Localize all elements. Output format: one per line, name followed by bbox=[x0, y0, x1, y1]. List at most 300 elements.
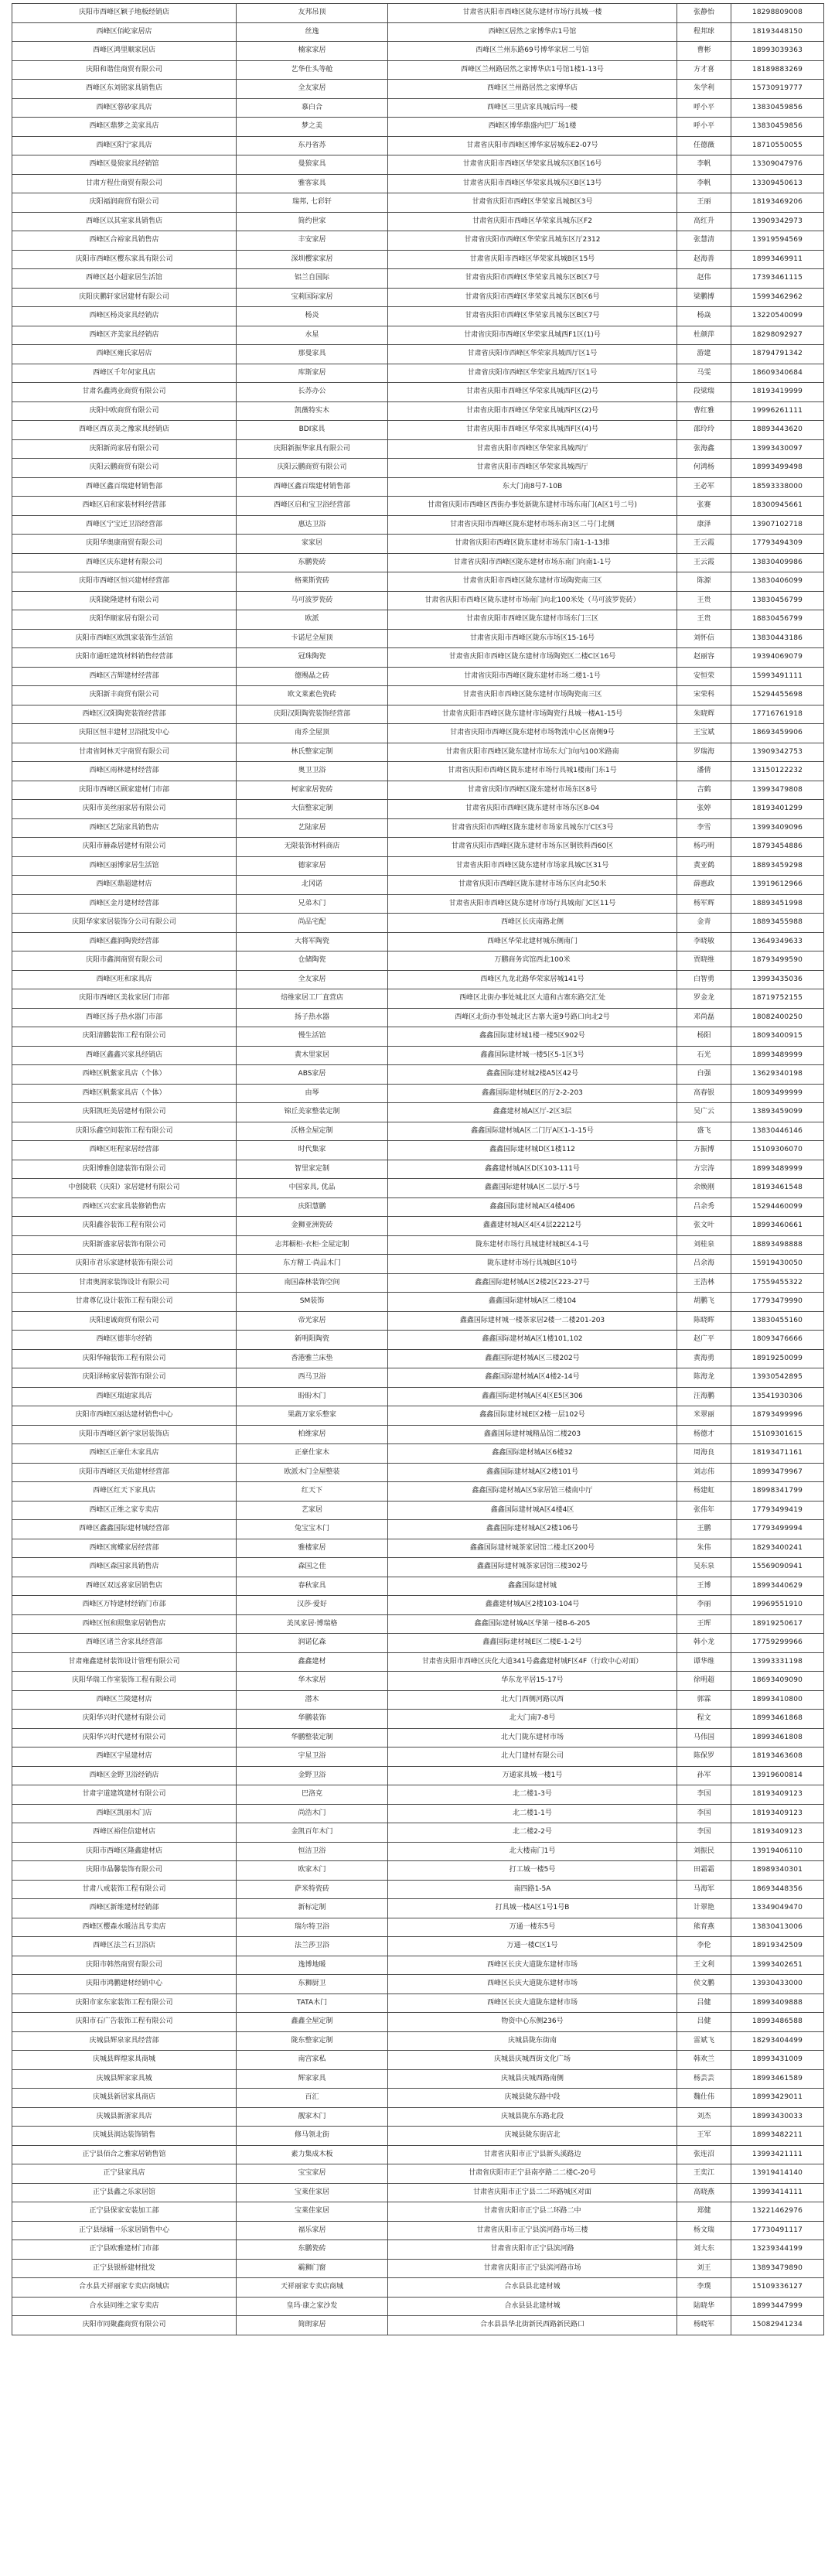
brand-cell: 宝宝家居 bbox=[237, 2164, 388, 2184]
company-name-cell: 中创陇联（庆阳）家居建材有限公司 bbox=[12, 1179, 237, 1198]
company-name-cell: 庆城县新浙家具店 bbox=[12, 2107, 237, 2127]
company-name-cell: 西峰区佰屹家居店 bbox=[12, 22, 237, 42]
contact-cell: 周海良 bbox=[677, 1444, 731, 1464]
company-name-cell: 庆阳市西峰区颖子地板经销店 bbox=[12, 4, 237, 23]
table-row bbox=[12, 818, 824, 838]
brand-cell: 皇玛·康之家沙发 bbox=[237, 2297, 388, 2316]
company-name-cell: 西峰区曼狼家具经销馆 bbox=[12, 155, 237, 175]
phone-cell: 13930433000 bbox=[731, 1975, 824, 1994]
address-cell: 甘肃省庆阳市西峰区陇东建材市场行具城1楼南门东1号 bbox=[388, 762, 677, 781]
address-cell: 甘肃省庆阳市西峰区陇东建材市场行具城一楼 bbox=[388, 4, 677, 23]
brand-cell: 宝莉国际家居 bbox=[237, 288, 388, 307]
address-cell: 甘肃省庆阳市西峰区华荣家具城东区B区13号 bbox=[388, 174, 677, 193]
brand-cell: 丝逸 bbox=[237, 22, 388, 42]
contact-cell: 魏仕伟 bbox=[677, 2089, 731, 2108]
table-row bbox=[12, 2221, 824, 2240]
address-cell: 甘肃省庆阳市西峰区华荣家具城B区15号 bbox=[388, 250, 677, 269]
contact-cell: 高春银 bbox=[677, 1084, 731, 1103]
table-row bbox=[12, 2297, 824, 2316]
contact-cell: 李帆 bbox=[677, 155, 731, 175]
contact-cell: 黄海勇 bbox=[677, 1349, 731, 1368]
phone-cell: 18830456799 bbox=[731, 610, 824, 630]
contact-cell: 白强 bbox=[677, 1065, 731, 1085]
address-cell: 甘肃省庆阳市西峰区陇东建材市场陶瓷区二楼C区16号 bbox=[388, 648, 677, 668]
contact-cell: 杨晓军 bbox=[677, 2316, 731, 2335]
address-cell: 鑫鑫国际建材城一楼茶家居2楼一二楼201-203 bbox=[388, 1311, 677, 1331]
phone-cell: 18919250099 bbox=[731, 1349, 824, 1368]
table-row bbox=[12, 364, 824, 383]
address-cell: 鑫鑫国际建材城A区4区E5区306 bbox=[388, 1387, 677, 1406]
brand-cell: 逸博地暖 bbox=[237, 1956, 388, 1975]
company-name-cell: 庆阳市西峰区欧凯家装饰生活馆 bbox=[12, 629, 237, 648]
company-name-cell: 甘肃奥润家装饰设计有限公司 bbox=[12, 1273, 237, 1293]
brand-cell: 库斯家居 bbox=[237, 364, 388, 383]
brand-cell: 慢生活馆 bbox=[237, 1027, 388, 1047]
company-name-cell: 庆阳陇隆建材有限公司 bbox=[12, 591, 237, 610]
brand-cell: 瑞邦, 七彩轩 bbox=[237, 193, 388, 213]
phone-cell: 13993402651 bbox=[731, 1956, 824, 1975]
brand-cell: 志邦橱柜·衣柜·全屋定制 bbox=[237, 1235, 388, 1255]
address-cell: 甘肃省庆阳市西峰区华荣家具城西F区(2)号 bbox=[388, 401, 677, 421]
address-cell: 万通家具城一楼1号 bbox=[388, 1766, 677, 1785]
table-row bbox=[12, 610, 824, 630]
contact-cell: 赵丽容 bbox=[677, 648, 731, 668]
phone-cell: 18993429011 bbox=[731, 2089, 824, 2108]
table-row bbox=[12, 212, 824, 231]
company-name-cell: 庆阳新丰商贸有限公司 bbox=[12, 686, 237, 705]
phone-cell: 18193409123 bbox=[731, 1804, 824, 1823]
contact-cell: 杜颜萍 bbox=[677, 326, 731, 345]
contact-cell: 王云霞 bbox=[677, 535, 731, 554]
table-row bbox=[12, 1406, 824, 1426]
phone-cell: 13993430097 bbox=[731, 439, 824, 459]
table-row bbox=[12, 1160, 824, 1179]
table-row bbox=[12, 2316, 824, 2335]
table-row bbox=[12, 1122, 824, 1141]
table-row bbox=[12, 1273, 824, 1293]
address-cell: 甘肃省庆阳市西峰区陇东建材市场陶瓷行具城一楼A1-15号 bbox=[388, 705, 677, 724]
brand-cell: 新明阳陶瓷 bbox=[237, 1331, 388, 1350]
phone-cell: 18193409123 bbox=[731, 1785, 824, 1805]
brand-cell: 雅楼家居 bbox=[237, 1539, 388, 1558]
company-name-cell: 西峰区樱森水暖洁具专卖店 bbox=[12, 1918, 237, 1937]
address-cell: 鑫鑫建材城A区D区103-111号 bbox=[388, 1160, 677, 1179]
company-name-cell: 西峰区东刘铭家具销售店 bbox=[12, 80, 237, 99]
phone-cell: 19996261111 bbox=[731, 401, 824, 421]
brand-cell: 南宫家私 bbox=[237, 2051, 388, 2070]
brand-cell: 楠家家居 bbox=[237, 42, 388, 61]
address-cell: 鑫鑫国际建材城E区的厅2-2-203 bbox=[388, 1084, 677, 1103]
table-row bbox=[12, 136, 824, 155]
phone-cell: 13830446146 bbox=[731, 1122, 824, 1141]
company-name-cell: 西峰区宇星建材店 bbox=[12, 1748, 237, 1767]
company-name-cell: 西峰区阳宁家具店 bbox=[12, 136, 237, 155]
table-row bbox=[12, 2031, 824, 2051]
company-name-cell: 西峰区兴宏家具装修销售店 bbox=[12, 1197, 237, 1217]
company-name-cell: 合水县同维之家专卖店 bbox=[12, 2297, 237, 2316]
address-cell: 甘肃省庆阳市正宁县二二环路城区对面 bbox=[388, 2183, 677, 2202]
company-name-cell: 西峰区合裕家具销售店 bbox=[12, 231, 237, 251]
company-name-cell: 庆阳速诚商贸有限公司 bbox=[12, 1311, 237, 1331]
company-name-cell: 庆阳华顺家居有限公司 bbox=[12, 610, 237, 630]
company-name-cell: 庆阳市韩然商贸有限公司 bbox=[12, 1956, 237, 1975]
table-row bbox=[12, 1349, 824, 1368]
phone-cell: 13830409986 bbox=[731, 553, 824, 572]
table-row bbox=[12, 1331, 824, 1350]
brand-cell: 德家家居 bbox=[237, 856, 388, 876]
address-cell: 鑫鑫国际建材城A区4楼2-14号 bbox=[388, 1368, 677, 1388]
contact-cell: 呼小平 bbox=[677, 98, 731, 118]
company-name-cell: 庆阳凯旺美居建材有限公司 bbox=[12, 1103, 237, 1122]
brand-cell: 天祥丽家专卖店商城 bbox=[237, 2278, 388, 2298]
phone-cell: 13893479890 bbox=[731, 2259, 824, 2278]
table-row bbox=[12, 553, 824, 572]
phone-cell: 13830443186 bbox=[731, 629, 824, 648]
phone-cell: 13930542895 bbox=[731, 1368, 824, 1388]
table-row bbox=[12, 686, 824, 705]
brand-cell: 艺家居 bbox=[237, 1501, 388, 1520]
brand-cell: 凯薇特实木 bbox=[237, 401, 388, 421]
phone-cell: 18609340684 bbox=[731, 364, 824, 383]
address-cell: 甘肃省庆阳市西峰区陇东建材市场东南3区二号门北侧 bbox=[388, 515, 677, 535]
brand-cell: 东丹省苏 bbox=[237, 136, 388, 155]
phone-cell: 18298809008 bbox=[731, 4, 824, 23]
company-name-cell: 庆阳市西峰区新宇家居装饰店 bbox=[12, 1425, 237, 1444]
contact-cell: 胡鹏飞 bbox=[677, 1293, 731, 1312]
phone-cell: 15082941234 bbox=[731, 2316, 824, 2335]
contact-cell: 朱学利 bbox=[677, 80, 731, 99]
contact-cell: 熊育燕 bbox=[677, 1918, 731, 1937]
contact-cell: 高红升 bbox=[677, 212, 731, 231]
address-cell: 甘肃省庆阳市西峰区陇东建材市场东门南1-1-13排 bbox=[388, 535, 677, 554]
table-row bbox=[12, 421, 824, 440]
company-name-cell: 甘肃宇道建筑建材有限公司 bbox=[12, 1785, 237, 1805]
phone-cell: 18993469911 bbox=[731, 250, 824, 269]
brand-cell: 恒洁卫浴 bbox=[237, 1842, 388, 1861]
contact-cell: 刘振民 bbox=[677, 1842, 731, 1861]
address-cell: 合水县县北建材城 bbox=[388, 2297, 677, 2316]
company-name-cell: 庆阳市西峰区恒兴建材经营部 bbox=[12, 572, 237, 592]
address-cell: 甘肃省庆阳市西峰区陇东建材市场二楼1-1号 bbox=[388, 667, 677, 686]
phone-cell: 15294455698 bbox=[731, 686, 824, 705]
brand-cell: 金野卫浴 bbox=[237, 1766, 388, 1785]
brand-cell: 丰安家居 bbox=[237, 231, 388, 251]
contact-cell: 李国 bbox=[677, 1804, 731, 1823]
company-name-cell: 庆阳乐鑫空间装饰工程有限公司 bbox=[12, 1122, 237, 1141]
brand-cell: 艺陆家居 bbox=[237, 818, 388, 838]
phone-cell: 18993461808 bbox=[731, 1728, 824, 1748]
company-name-cell: 西峰区森国家具销售店 bbox=[12, 1558, 237, 1577]
address-cell: 鑫鑫国际建材城A区4楼406 bbox=[388, 1197, 677, 1217]
address-cell: 甘肃省庆阳市西峰区陇东建材市场家具城C区31号 bbox=[388, 856, 677, 876]
contact-cell: 张赛 bbox=[677, 497, 731, 516]
company-name-cell: 庆阳清鹏装饰工程有限公司 bbox=[12, 1027, 237, 1047]
company-name-cell: 西峰区金野卫浴经销店 bbox=[12, 1766, 237, 1785]
phone-cell: 18919342509 bbox=[731, 1937, 824, 1956]
brand-cell: 梦之美 bbox=[237, 118, 388, 137]
company-name-cell: 西峰区赵小超家居生活馆 bbox=[12, 269, 237, 289]
company-name-cell: 庆阳新尚家居有限公司 bbox=[12, 439, 237, 459]
phone-cell: 13909342753 bbox=[731, 743, 824, 762]
phone-cell: 13919600814 bbox=[731, 1766, 824, 1785]
table-row bbox=[12, 1046, 824, 1065]
table-row bbox=[12, 155, 824, 175]
address-cell: 甘肃省庆阳市正宁县新头溪路边 bbox=[388, 2145, 677, 2164]
company-name-cell: 庆阳市晶馨装饰有限公司 bbox=[12, 1861, 237, 1881]
contact-cell: 汪海鹏 bbox=[677, 1387, 731, 1406]
brand-cell: 冠珠陶瓷 bbox=[237, 648, 388, 668]
table-row bbox=[12, 1690, 824, 1710]
address-cell: 甘肃省庆阳市西峰区华荣家具城东区B区7号 bbox=[388, 307, 677, 326]
company-name-cell: 西峰区旺程家居经营部 bbox=[12, 1141, 237, 1160]
company-name-cell: 西峰区丽博家居生活馆 bbox=[12, 856, 237, 876]
brand-cell: 东鹏瓷砖 bbox=[237, 553, 388, 572]
address-cell: 甘肃省庆阳市西峰区陇东建材市场东区向北50米 bbox=[388, 876, 677, 895]
brand-cell: 大信整家定制 bbox=[237, 800, 388, 819]
phone-cell: 15730919777 bbox=[731, 80, 824, 99]
company-name-cell: 庆城县辉煌家具商城 bbox=[12, 2051, 237, 2070]
company-name-cell: 西峰区鼎超建材店 bbox=[12, 876, 237, 895]
address-cell: 西峰区长庆大道陇东建材市场 bbox=[388, 1975, 677, 1994]
table-row bbox=[12, 1785, 824, 1805]
company-name-cell: 庆阳新盛家居装饰有限公司 bbox=[12, 1235, 237, 1255]
company-name-cell: 西峰区德菲尔经销 bbox=[12, 1331, 237, 1350]
company-name-cell: 西峰区汉阳陶瓷装饰经营部 bbox=[12, 705, 237, 724]
address-cell: 鑫鑫国际建材城E区二楼E-1-2号 bbox=[388, 1634, 677, 1653]
contact-cell: 刘桂泉 bbox=[677, 1235, 731, 1255]
address-cell: 鑫鑫建材城A区厅-2区3层 bbox=[388, 1103, 677, 1122]
phone-cell: 17793499994 bbox=[731, 1520, 824, 1539]
contact-cell: 白智勇 bbox=[677, 970, 731, 989]
brand-cell: 素力集成木板 bbox=[237, 2145, 388, 2164]
phone-cell: 18093499999 bbox=[731, 1084, 824, 1103]
brand-cell: 欧派 bbox=[237, 610, 388, 630]
address-cell: 合水县县北建材城 bbox=[388, 2278, 677, 2298]
contact-cell: 朱伟 bbox=[677, 1539, 731, 1558]
company-name-cell: 庆城县辉泉家具经营部 bbox=[12, 2031, 237, 2051]
contact-cell: 计翠艳 bbox=[677, 1899, 731, 1918]
address-cell: 甘肃省庆阳市西峰区华荣家具城西厅 bbox=[388, 459, 677, 478]
contact-cell: 杨芸芸 bbox=[677, 2069, 731, 2089]
contact-cell: 宋荣科 bbox=[677, 686, 731, 705]
brand-cell: 萨米特瓷砖 bbox=[237, 1880, 388, 1899]
brand-cell: 欧文莱素色瓷砖 bbox=[237, 686, 388, 705]
address-cell: 鑫鑫国际建材城A区三楼202号 bbox=[388, 1349, 677, 1368]
contact-cell: 马海军 bbox=[677, 1880, 731, 1899]
company-name-cell: 庆阳市西峰区顾家建材门市部 bbox=[12, 781, 237, 800]
address-cell: 鑫鑫国际建材城A区1楼101,102 bbox=[388, 1331, 677, 1350]
table-row bbox=[12, 1672, 824, 1691]
contact-cell: 张慧清 bbox=[677, 231, 731, 251]
address-cell: 北二楼2-2号 bbox=[388, 1823, 677, 1843]
brand-cell: 奥卫卫浴 bbox=[237, 762, 388, 781]
company-name-cell: 甘肃方程仕商贸有限公司 bbox=[12, 174, 237, 193]
contact-cell: 程文 bbox=[677, 1710, 731, 1729]
address-cell: 庆城县庆城西路南侧 bbox=[388, 2069, 677, 2089]
address-cell: 物资中心东侧236号 bbox=[388, 2013, 677, 2032]
brand-cell: 马可波罗瓷砖 bbox=[237, 591, 388, 610]
table-row bbox=[12, 1501, 824, 1520]
phone-cell: 13993409096 bbox=[731, 818, 824, 838]
contact-cell: 黄亚鹤 bbox=[677, 856, 731, 876]
company-name-cell: 西峰区红天下家具店 bbox=[12, 1482, 237, 1502]
address-cell: 鑫鑫国际建材城E区2楼一层102号 bbox=[388, 1406, 677, 1426]
phone-cell: 18093476666 bbox=[731, 1331, 824, 1350]
contact-cell: 张海鑫 bbox=[677, 439, 731, 459]
brand-cell: SM装饰 bbox=[237, 1293, 388, 1312]
phone-cell: 13220540099 bbox=[731, 307, 824, 326]
company-name-cell: 西峰区庆东建材有限公司 bbox=[12, 553, 237, 572]
table-row bbox=[12, 1197, 824, 1217]
brand-cell: 汉莎·爱好 bbox=[237, 1596, 388, 1615]
contact-cell: 杨德才 bbox=[677, 1425, 731, 1444]
address-cell: 西峰区九龙北路华荣家居城141号 bbox=[388, 970, 677, 989]
table-row bbox=[12, 1766, 824, 1785]
address-cell: 甘肃省庆阳市西峰区陇东建材市场东大门向内100米路南 bbox=[388, 743, 677, 762]
contact-cell: 王贵 bbox=[677, 591, 731, 610]
address-cell: 甘肃省庆阳市西峰区华荣家具城东区B区7号 bbox=[388, 269, 677, 289]
contact-cell: 马伟国 bbox=[677, 1728, 731, 1748]
brand-cell: 黄木里家居 bbox=[237, 1046, 388, 1065]
contact-cell: 赵伟 bbox=[677, 269, 731, 289]
address-cell: 鑫鑫国际建材城A区华第一楼B-6-205 bbox=[388, 1614, 677, 1634]
phone-cell: 18993499498 bbox=[731, 459, 824, 478]
table-row bbox=[12, 1463, 824, 1482]
table-row bbox=[12, 1861, 824, 1881]
table-row bbox=[12, 989, 824, 1009]
company-name-cell: 甘肃八戒装饰工程有限公司 bbox=[12, 1880, 237, 1899]
company-name-cell: 庆阳华兴时代建材有限公司 bbox=[12, 1710, 237, 1729]
contact-cell: 吕健 bbox=[677, 1993, 731, 2013]
address-cell: 甘肃省庆阳市西峰区华荣家具城西厅区1号 bbox=[388, 345, 677, 364]
phone-cell: 19969551910 bbox=[731, 1596, 824, 1615]
brand-cell: 南国森林装饰空间 bbox=[237, 1273, 388, 1293]
table-row bbox=[12, 345, 824, 364]
company-name-cell: 正宁县佰合之雅家居销售馆 bbox=[12, 2145, 237, 2164]
phone-cell: 18993489999 bbox=[731, 1160, 824, 1179]
table-row bbox=[12, 231, 824, 251]
contact-cell: 潘倩 bbox=[677, 762, 731, 781]
contact-cell: 韩欢兰 bbox=[677, 2051, 731, 2070]
company-name-cell: 甘肃省阿林天宇商贸有限公司 bbox=[12, 743, 237, 762]
contact-cell: 吕健 bbox=[677, 2013, 731, 2032]
company-name-cell: 庆阳华奥康商贸有限公司 bbox=[12, 535, 237, 554]
address-cell: 甘肃省庆阳市西峰区华荣家具城东区厅2312 bbox=[388, 231, 677, 251]
company-name-cell: 正宁县银桥建材批发 bbox=[12, 2259, 237, 2278]
company-name-cell: 庆阳福润商贸有限公司 bbox=[12, 193, 237, 213]
table-row bbox=[12, 1520, 824, 1539]
phone-cell: 18893459298 bbox=[731, 856, 824, 876]
phone-cell: 18193448150 bbox=[731, 22, 824, 42]
address-cell: 鑫鑫国际建材城精品馆二楼203 bbox=[388, 1425, 677, 1444]
brand-cell: 仓储陶瓷 bbox=[237, 951, 388, 971]
contact-cell: 安恒荣 bbox=[677, 667, 731, 686]
phone-cell: 15109301615 bbox=[731, 1425, 824, 1444]
address-cell: 甘肃省庆阳市西峰区陇东建材市场南门向北100米处（马可波罗瓷砖） bbox=[388, 591, 677, 610]
brand-cell: 时代集家 bbox=[237, 1141, 388, 1160]
table-row bbox=[12, 1179, 824, 1198]
phone-cell: 13919406110 bbox=[731, 1842, 824, 1861]
phone-cell: 13629340198 bbox=[731, 1065, 824, 1085]
contact-cell: 梁鹏博 bbox=[677, 288, 731, 307]
contact-cell: 王宝斌 bbox=[677, 724, 731, 743]
brand-cell: 法兰莎卫浴 bbox=[237, 1937, 388, 1956]
phone-cell: 13150122232 bbox=[731, 762, 824, 781]
table-row bbox=[12, 1596, 824, 1615]
company-name-cell: 庆阳市通旺建筑材料销售经营部 bbox=[12, 648, 237, 668]
table-row bbox=[12, 1255, 824, 1274]
contact-cell: 李雪 bbox=[677, 818, 731, 838]
contact-cell: 曹彬 bbox=[677, 42, 731, 61]
company-name-cell: 庆阳和谐佳商贸有限公司 bbox=[12, 60, 237, 80]
phone-cell: 18893451998 bbox=[731, 894, 824, 914]
brand-cell: 宇星卫浴 bbox=[237, 1748, 388, 1767]
table-row bbox=[12, 1748, 824, 1767]
company-name-cell: 庆阳市西峰区隆鑫建材店 bbox=[12, 1842, 237, 1861]
phone-cell: 13309450613 bbox=[731, 174, 824, 193]
table-row bbox=[12, 1008, 824, 1027]
address-cell: 甘肃省庆阳市西峰区陇东建材市场东区铜铁料西60区 bbox=[388, 838, 677, 857]
address-cell: 甘肃省庆阳市西峰区陇东建材市场陶瓷南三区 bbox=[388, 572, 677, 592]
address-cell: 西峰区兰州路居然之家博华店 bbox=[388, 80, 677, 99]
company-name-cell: 西峰区雍氏家居店 bbox=[12, 345, 237, 364]
company-name-cell: 西峰区正维之家专卖店 bbox=[12, 1501, 237, 1520]
phone-cell: 18193419999 bbox=[731, 383, 824, 402]
table-row bbox=[12, 1084, 824, 1103]
contact-cell: 杨焱 bbox=[677, 307, 731, 326]
company-name-cell: 西峰区鑫百瑞建材销售部 bbox=[12, 477, 237, 497]
table-row bbox=[12, 1539, 824, 1558]
brand-cell: 宝莱佳家居 bbox=[237, 2183, 388, 2202]
brand-cell: 中国家具, 优品 bbox=[237, 1179, 388, 1198]
company-name-cell: 正宁县绿辅一乐家居销售中心 bbox=[12, 2221, 237, 2240]
brand-cell: BDI家具 bbox=[237, 421, 388, 440]
brand-cell: 雅客家具 bbox=[237, 174, 388, 193]
phone-cell: 18793499590 bbox=[731, 951, 824, 971]
table-row bbox=[12, 1293, 824, 1312]
phone-cell: 18189883269 bbox=[731, 60, 824, 80]
contact-cell: 陈保罗 bbox=[677, 1748, 731, 1767]
table-row bbox=[12, 1368, 824, 1388]
phone-cell: 18993430033 bbox=[731, 2107, 824, 2127]
brand-cell: 福乐家居 bbox=[237, 2221, 388, 2240]
contact-cell: 雷斌飞 bbox=[677, 2031, 731, 2051]
address-cell: 甘肃省庆阳市西峰区华荣家具城东区F2 bbox=[388, 212, 677, 231]
brand-cell: 陇东整家定制 bbox=[237, 2031, 388, 2051]
table-row bbox=[12, 2069, 824, 2089]
table-row bbox=[12, 932, 824, 951]
contact-cell: 王奕江 bbox=[677, 2164, 731, 2184]
phone-cell: 18300945661 bbox=[731, 497, 824, 516]
company-name-cell: 西峰区吉辉建材经营部 bbox=[12, 667, 237, 686]
address-cell: 鑫鑫国际建材城2楼A5区42号 bbox=[388, 1065, 677, 1085]
company-name-cell: 西峰区裕佳信建材店 bbox=[12, 1823, 237, 1843]
phone-cell: 18193461548 bbox=[731, 1179, 824, 1198]
contact-cell: 刘王 bbox=[677, 2259, 731, 2278]
address-cell: 西峰区兰州东路69号博华家居二号馆 bbox=[388, 42, 677, 61]
table-row bbox=[12, 2013, 824, 2032]
table-row bbox=[12, 970, 824, 989]
table-row bbox=[12, 307, 824, 326]
company-name-cell: 庆阳市美丝丽家居有限公司 bbox=[12, 800, 237, 819]
table-row bbox=[12, 1804, 824, 1823]
contact-cell: 陈海龙 bbox=[677, 1368, 731, 1388]
table-row bbox=[12, 1217, 824, 1236]
phone-cell: 18993409888 bbox=[731, 1993, 824, 2013]
table-row bbox=[12, 1065, 824, 1085]
contact-cell: 李晓敏 bbox=[677, 932, 731, 951]
contact-cell: 李帆 bbox=[677, 174, 731, 193]
